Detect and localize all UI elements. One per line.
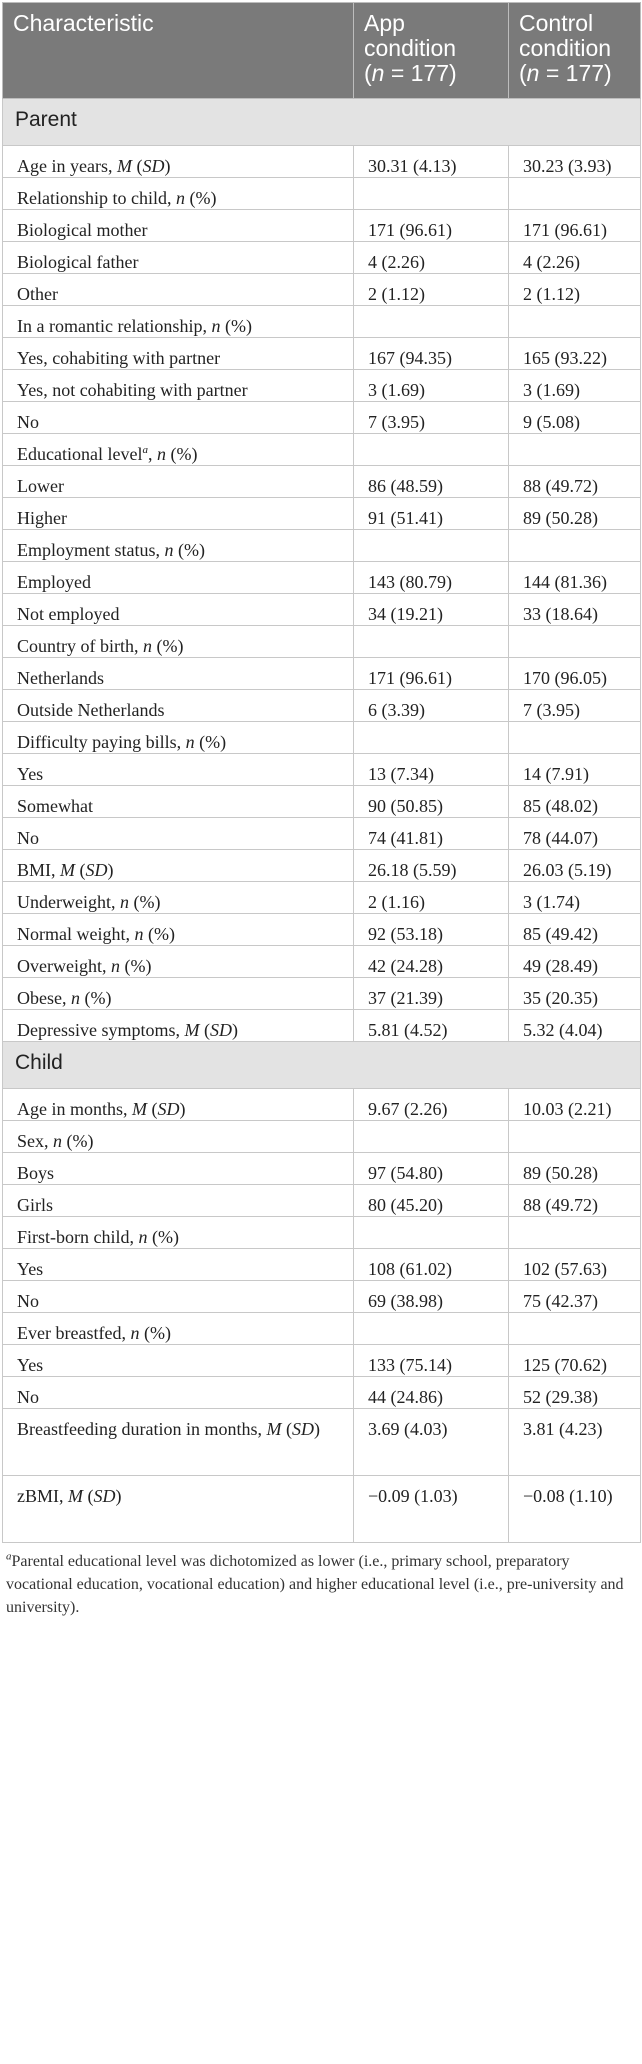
app-value: 9.67 (2.26) — [354, 1089, 509, 1121]
control-value: 85 (48.02) — [509, 786, 641, 818]
app-value — [354, 626, 509, 658]
table-row — [3, 1476, 641, 1543]
control-value: 85 (49.42) — [509, 914, 641, 946]
row-label: Difficulty paying bills, n (%) — [3, 722, 354, 754]
row-label: No — [3, 1281, 354, 1313]
row-label: In a romantic relationship, n (%) — [3, 306, 354, 338]
app-value — [354, 1313, 509, 1345]
app-value: 5.81 (4.52) — [354, 1010, 509, 1042]
row-label: Girls — [3, 1185, 354, 1217]
app-value: 26.18 (5.59) — [354, 850, 509, 882]
control-value: 78 (44.07) — [509, 818, 641, 850]
table-row — [3, 1377, 641, 1409]
header-control-condition — [509, 3, 641, 99]
table-header — [3, 3, 641, 99]
app-value: 6 (3.39) — [354, 690, 509, 722]
row-label: Obese, n (%) — [3, 978, 354, 1010]
table-row — [3, 146, 641, 178]
control-value: 125 (70.62) — [509, 1345, 641, 1377]
app-value: 171 (96.61) — [354, 210, 509, 242]
app-value: 2 (1.16) — [354, 882, 509, 914]
header-control-line1: Control — [519, 10, 594, 36]
app-value: 133 (75.14) — [354, 1345, 509, 1377]
app-value: 34 (19.21) — [354, 594, 509, 626]
app-value: 80 (45.20) — [354, 1185, 509, 1217]
app-value: 97 (54.80) — [354, 1153, 509, 1185]
app-value: 37 (21.39) — [354, 978, 509, 1010]
app-value: 44 (24.86) — [354, 1377, 509, 1409]
footnote-marker: a — [6, 1550, 12, 1563]
control-value: 2 (1.12) — [509, 274, 641, 306]
row-label: Overweight, n (%) — [3, 946, 354, 978]
app-value — [354, 530, 509, 562]
app-value: 13 (7.34) — [354, 754, 509, 786]
control-value: 5.32 (4.04) — [509, 1010, 641, 1042]
app-value: 4 (2.26) — [354, 242, 509, 274]
control-value: 75 (42.37) — [509, 1281, 641, 1313]
table-row — [3, 850, 641, 882]
control-value: 30.23 (3.93) — [509, 146, 641, 178]
app-value — [354, 722, 509, 754]
header-control-n: (n = 177) — [519, 60, 612, 86]
row-label: Ever breastfed, n (%) — [3, 1313, 354, 1345]
table-row — [3, 1089, 641, 1121]
table-row — [3, 594, 641, 626]
table-row — [3, 658, 641, 690]
app-value: 3.69 (4.03) — [354, 1409, 509, 1476]
table-footnote — [2, 1550, 640, 1619]
control-value: 33 (18.64) — [509, 594, 641, 626]
app-value: 7 (3.95) — [354, 402, 509, 434]
row-label: Lower — [3, 466, 354, 498]
table-row — [3, 978, 641, 1010]
row-label: Employed — [3, 562, 354, 594]
control-value: 3 (1.69) — [509, 370, 641, 402]
control-value: 89 (50.28) — [509, 498, 641, 530]
app-value: 167 (94.35) — [354, 338, 509, 370]
table-row — [3, 690, 641, 722]
app-value: 108 (61.02) — [354, 1249, 509, 1281]
control-value: 9 (5.08) — [509, 402, 641, 434]
app-value: 2 (1.12) — [354, 274, 509, 306]
row-label: No — [3, 1377, 354, 1409]
row-label: Boys — [3, 1153, 354, 1185]
control-value — [509, 1313, 641, 1345]
table-row — [3, 530, 641, 562]
app-value: 30.31 (4.13) — [354, 146, 509, 178]
app-value: 86 (48.59) — [354, 466, 509, 498]
app-value — [354, 306, 509, 338]
row-label: Netherlands — [3, 658, 354, 690]
control-value: 35 (20.35) — [509, 978, 641, 1010]
control-value: −0.08 (1.10) — [509, 1476, 641, 1543]
app-value — [354, 178, 509, 210]
section-title: Child — [3, 1042, 641, 1089]
app-value: 69 (38.98) — [354, 1281, 509, 1313]
table-row — [3, 786, 641, 818]
control-value — [509, 306, 641, 338]
control-value: 89 (50.28) — [509, 1153, 641, 1185]
control-value: 170 (96.05) — [509, 658, 641, 690]
app-value: 74 (41.81) — [354, 818, 509, 850]
control-value: 102 (57.63) — [509, 1249, 641, 1281]
control-value: 7 (3.95) — [509, 690, 641, 722]
row-label: Country of birth, n (%) — [3, 626, 354, 658]
table-row — [3, 946, 641, 978]
row-label: Breastfeeding duration in months, M (SD) — [3, 1409, 354, 1476]
table-row — [3, 242, 641, 274]
row-label: Yes — [3, 1345, 354, 1377]
row-label: Other — [3, 274, 354, 306]
control-value — [509, 722, 641, 754]
control-value: 49 (28.49) — [509, 946, 641, 978]
row-label: Higher — [3, 498, 354, 530]
table-row — [3, 1249, 641, 1281]
table-row — [3, 882, 641, 914]
app-value: 171 (96.61) — [354, 658, 509, 690]
table-row — [3, 626, 641, 658]
app-value: 42 (24.28) — [354, 946, 509, 978]
table-row — [3, 274, 641, 306]
row-label: Sex, n (%) — [3, 1121, 354, 1153]
table-row — [3, 306, 641, 338]
row-label: Age in years, M (SD) — [3, 146, 354, 178]
control-value: 3.81 (4.23) — [509, 1409, 641, 1476]
row-label: Somewhat — [3, 786, 354, 818]
header-app-line1: App — [364, 10, 405, 36]
section-title: Parent — [3, 99, 641, 146]
table-row — [3, 754, 641, 786]
table-row — [3, 466, 641, 498]
app-value: 143 (80.79) — [354, 562, 509, 594]
table-row — [3, 1185, 641, 1217]
table-row — [3, 1281, 641, 1313]
row-label: Yes — [3, 1249, 354, 1281]
table-row — [3, 370, 641, 402]
row-label: Depressive symptoms, M (SD) — [3, 1010, 354, 1042]
control-value — [509, 178, 641, 210]
row-label: Educational level$^a$, n (%) — [3, 434, 354, 466]
table-row — [3, 1217, 641, 1249]
control-value: 14 (7.91) — [509, 754, 641, 786]
characteristics-table — [2, 2, 641, 1543]
table-row — [3, 1313, 641, 1345]
control-value: 10.03 (2.21) — [509, 1089, 641, 1121]
control-value: 4 (2.26) — [509, 242, 641, 274]
table-row — [3, 402, 641, 434]
table-row — [3, 818, 641, 850]
table-row — [3, 562, 641, 594]
row-label: BMI, M (SD) — [3, 850, 354, 882]
table-row — [3, 914, 641, 946]
app-value: 92 (53.18) — [354, 914, 509, 946]
control-value: 52 (29.38) — [509, 1377, 641, 1409]
footnote-text: Parental educational level was dichotomized as lower (i.e., primary school, preparatory vocational education, vocational education) and higher educational level (i.e., pre-university and university). — [6, 1553, 624, 1616]
table-row — [3, 1010, 641, 1042]
control-value — [509, 1121, 641, 1153]
control-value — [509, 626, 641, 658]
row-label: First-born child, n (%) — [3, 1217, 354, 1249]
row-label: Age in months, M (SD) — [3, 1089, 354, 1121]
table-row — [3, 1345, 641, 1377]
section-header-parent — [3, 99, 641, 146]
row-label: Employment status, n (%) — [3, 530, 354, 562]
row-label: Yes, not cohabiting with partner — [3, 370, 354, 402]
app-value — [354, 1217, 509, 1249]
row-label: zBMI, M (SD) — [3, 1476, 354, 1543]
table-body — [3, 99, 641, 1543]
control-value: 165 (93.22) — [509, 338, 641, 370]
control-value: 26.03 (5.19) — [509, 850, 641, 882]
header-app-condition — [354, 3, 509, 99]
table-row — [3, 1409, 641, 1476]
control-value: 88 (49.72) — [509, 1185, 641, 1217]
row-label: Outside Netherlands — [3, 690, 354, 722]
header-control-line2: condition — [519, 35, 612, 61]
table-row — [3, 498, 641, 530]
control-value — [509, 434, 641, 466]
control-value: 171 (96.61) — [509, 210, 641, 242]
row-label: Underweight, n (%) — [3, 882, 354, 914]
table-row — [3, 178, 641, 210]
app-value: 3 (1.69) — [354, 370, 509, 402]
table-row — [3, 338, 641, 370]
app-value — [354, 434, 509, 466]
table-row — [3, 210, 641, 242]
table-row — [3, 434, 641, 466]
section-header-child — [3, 1042, 641, 1089]
control-value — [509, 530, 641, 562]
control-value: 144 (81.36) — [509, 562, 641, 594]
control-value: 88 (49.72) — [509, 466, 641, 498]
row-label: Yes — [3, 754, 354, 786]
table-row — [3, 1121, 641, 1153]
row-label: No — [3, 818, 354, 850]
table-row — [3, 722, 641, 754]
row-label: Yes, cohabiting with partner — [3, 338, 354, 370]
table-row — [3, 1153, 641, 1185]
app-value: 91 (51.41) — [354, 498, 509, 530]
row-label: Normal weight, n (%) — [3, 914, 354, 946]
header-characteristic: Characteristic — [3, 3, 354, 99]
row-label: Not employed — [3, 594, 354, 626]
row-label: Biological mother — [3, 210, 354, 242]
row-label: No — [3, 402, 354, 434]
row-label: Biological father — [3, 242, 354, 274]
app-value — [354, 1121, 509, 1153]
table-container — [2, 2, 640, 1619]
header-app-n: (n = 177) — [364, 60, 457, 86]
control-value: 3 (1.74) — [509, 882, 641, 914]
row-label: Relationship to child, n (%) — [3, 178, 354, 210]
control-value — [509, 1217, 641, 1249]
app-value: 90 (50.85) — [354, 786, 509, 818]
header-app-line2: condition — [364, 35, 457, 61]
app-value: −0.09 (1.03) — [354, 1476, 509, 1543]
